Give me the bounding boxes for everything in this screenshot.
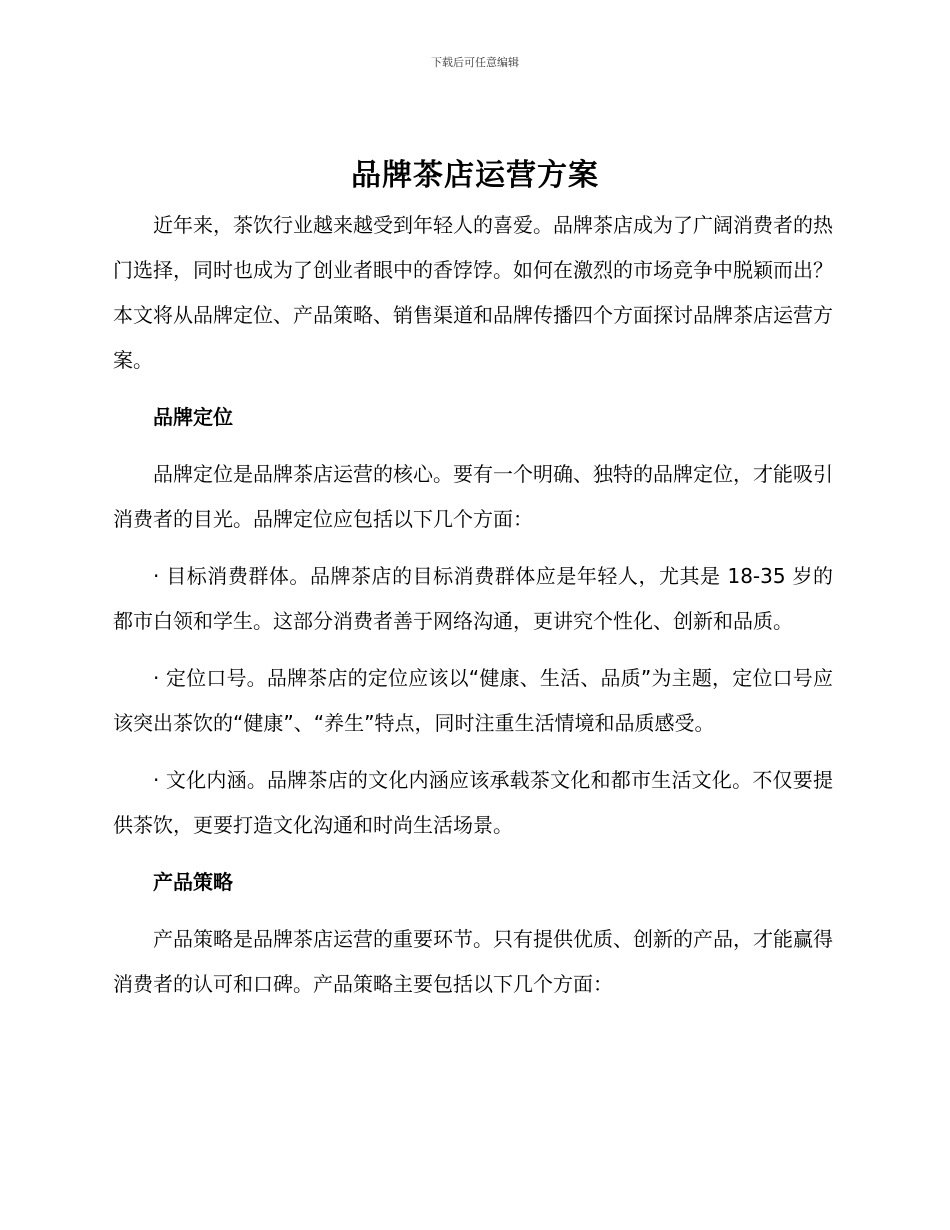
bullet-positioning-slogan: · 定位口号。品牌茶店的定位应该以“健康、生活、品质”为主题，定位口号应该突出茶饮的“健康”、“养生”特点，同时注重生活情境和品质感受。 <box>113 666 833 735</box>
section-heading-product-strategy: 产品策略 <box>153 870 233 894</box>
brand-positioning-paragraph: 品牌定位是品牌茶店运营的核心。要有一个明确、独特的品牌定位，才能吸引消费者的目光。品牌定位应包括以下几个方面： <box>113 462 833 531</box>
product-strategy-paragraph: 产品策略是品牌茶店运营的重要环节。只有提供优质、创新的产品，才能赢得消费者的认可和口碑。产品策略主要包括以下几个方面： <box>113 927 833 996</box>
section-heading-brand-positioning: 品牌定位 <box>153 405 233 429</box>
bullet-cultural-connotation: · 文化内涵。品牌茶店的文化内涵应该承载茶文化和都市生活文化。不仅要提供茶饮，更要打造文化沟通和时尚生活场景。 <box>113 768 833 837</box>
header-note: 下载后可任意编辑 <box>431 56 519 69</box>
document-body <box>113 203 833 1019</box>
bullet-target-audience: · 目标消费群体。品牌茶店的目标消费群体应是年轻人，尤其是 18-35 岁的都市白领和学生。这部分消费者善于网络沟通，更讲究个性化、创新和品质。 <box>113 564 833 633</box>
intro-paragraph: 近年来，茶饮行业越来越受到年轻人的喜爱。品牌茶店成为了广阔消费者的热门选择，同时也成为了创业者眼中的香饽饽。如何在激烈的市场竞争中脱颖而出？本文将从品牌定位、产品策略、销售渠道和品牌传播四个方面探讨品牌茶店运营方案。 <box>113 213 833 372</box>
document-title: 品牌茶店运营方案 <box>351 158 599 193</box>
